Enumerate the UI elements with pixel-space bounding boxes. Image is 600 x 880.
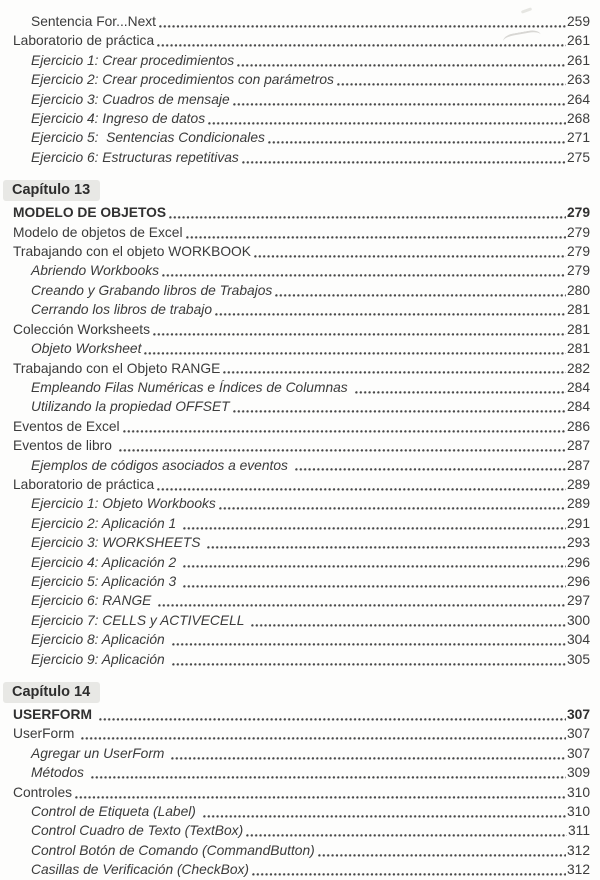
- toc-entry: [0, 475, 590, 494]
- toc-entry: [0, 763, 590, 782]
- toc-entry-page: 287: [566, 438, 590, 454]
- dot-leader: [249, 860, 567, 879]
- toc-entry: [0, 378, 590, 397]
- toc-entry-title: Control de Etiqueta (Label): [31, 804, 200, 820]
- dot-leader: [168, 744, 567, 763]
- toc-entry-page: 293: [566, 535, 590, 551]
- toc-entry-page: 286: [566, 418, 590, 434]
- dot-leader: [205, 109, 567, 128]
- toc-entry-page: 281: [566, 321, 590, 337]
- toc-entry-title: Sentencia For...Next: [31, 14, 157, 29]
- chapter-heading: [3, 180, 590, 201]
- toc-entry: [0, 783, 590, 802]
- dot-leader: [88, 763, 567, 782]
- toc-entry: [0, 572, 590, 591]
- toc-entry: [0, 802, 590, 821]
- toc-entry-page: 271: [566, 130, 590, 146]
- toc-entry: [0, 533, 590, 552]
- toc-entry-page: 312: [566, 862, 590, 878]
- toc-entry-page: 279: [566, 224, 590, 240]
- toc-entry: [0, 841, 590, 860]
- toc-entry-title: Ejercicio 5: Sentencias Condicionales: [31, 130, 265, 146]
- dot-leader: [159, 261, 567, 280]
- toc-entry: [0, 242, 590, 261]
- toc-entry-title: Objeto Worksheet: [31, 341, 142, 357]
- toc-entry-title: MODELO DE OBJETOS: [13, 205, 167, 221]
- toc-entry-page: 275: [566, 149, 590, 165]
- toc-entry-title: Ejercicio 5: Aplicación 3: [31, 573, 181, 589]
- toc-entry-page: 307: [566, 726, 590, 742]
- toc-entry: [0, 109, 590, 128]
- toc-entry-page: 297: [566, 593, 590, 609]
- toc-entry: [0, 12, 590, 31]
- toc-entry-title: Eventos de libro: [13, 438, 116, 454]
- toc-entry-title: Controles: [13, 784, 73, 800]
- toc-entry-page: 259: [566, 14, 590, 29]
- toc-entry-title: Ejercicio 4: Aplicación 2: [31, 554, 181, 570]
- dot-leader: [230, 397, 567, 416]
- dot-leader: [141, 339, 567, 358]
- toc-entry-page: 311: [568, 823, 590, 839]
- toc-entry-page: 296: [566, 573, 590, 589]
- toc-entry-title: Modelo de objetos de Excel: [13, 224, 183, 240]
- toc-entry-title: Métodos: [31, 765, 88, 781]
- toc-entry-title: Trabajando con el objeto WORKBOOK: [13, 244, 251, 260]
- toc-entry: [0, 821, 590, 840]
- toc-entry-page: 287: [566, 457, 590, 473]
- dot-leader: [166, 203, 567, 222]
- toc-entry-title: Ejercicio 6: Estructuras repetitivas: [31, 149, 239, 165]
- dot-leader: [154, 475, 567, 494]
- toc-entry-title: Ejercicio 3: WORKSHEETS: [31, 535, 205, 551]
- dot-leader: [212, 300, 567, 319]
- toc-entry-page: 279: [566, 263, 590, 279]
- dot-leader: [292, 456, 567, 475]
- toc-entry-title: Utilizando la propiedad OFFSET: [31, 399, 230, 415]
- toc-entry-title: Control Botón de Comando (CommandButton): [31, 842, 315, 858]
- toc-entry-page: 289: [566, 476, 590, 492]
- toc-entry-title: Eventos de Excel: [13, 418, 120, 434]
- toc-entry-page: 280: [566, 282, 590, 298]
- toc-entry-page: 284: [566, 379, 590, 395]
- toc-entry-title: Casillas de Verificación (CheckBox): [31, 862, 250, 878]
- toc-entry-page: 312: [566, 842, 590, 858]
- toc-entry-title: Ejercicio 6: RANGE: [31, 593, 156, 609]
- toc-entry-page: 279: [566, 205, 590, 221]
- toc-entry: [0, 70, 590, 89]
- toc-entry-page: 296: [566, 554, 590, 570]
- toc-entry-title: Trabajando con el Objeto RANGE: [13, 360, 221, 376]
- toc-entry-page: 268: [566, 111, 590, 127]
- dot-leader: [230, 90, 567, 109]
- toc-entry: [0, 223, 590, 242]
- toc-entry: [0, 630, 590, 649]
- toc-entry-title: Ejercicio 7: CELLS y ACTIVECELL: [31, 612, 249, 628]
- dot-leader: [220, 359, 567, 378]
- toc-entry-page: 282: [566, 360, 590, 376]
- dot-leader: [169, 650, 567, 669]
- toc-entry-title: Ejemplos de códigos asociados a eventos: [31, 457, 292, 473]
- toc-entry: [0, 51, 590, 70]
- toc-entry-page: 309: [566, 765, 590, 781]
- toc-entry-title: Ejercicio 1: Objeto Workbooks: [31, 496, 216, 512]
- toc-entry: [0, 514, 590, 533]
- toc: [0, 12, 590, 880]
- dot-leader: [183, 223, 567, 242]
- dot-leader: [169, 630, 567, 649]
- chapter-badge: Capítulo 13: [3, 180, 100, 201]
- toc-entry-title: Laboratorio de práctica: [13, 476, 155, 492]
- dot-leader: [180, 514, 567, 533]
- toc-entry: [0, 203, 590, 222]
- toc-entry: [0, 359, 590, 378]
- toc-entry-page: 291: [566, 515, 590, 531]
- dot-leader: [334, 70, 567, 89]
- dot-leader: [216, 494, 567, 513]
- toc-entry: [0, 456, 590, 475]
- toc-entry-page: 289: [566, 496, 590, 512]
- toc-entry: [0, 494, 590, 513]
- dot-leader: [154, 31, 567, 50]
- toc-entry-title: Control Cuadro de Texto (TextBox): [31, 823, 244, 839]
- toc-entry-title: Colección Worksheets: [13, 321, 151, 337]
- dot-leader: [234, 51, 567, 70]
- toc-entry: [0, 339, 590, 358]
- toc-entry: [0, 744, 590, 763]
- toc-entry: [0, 397, 590, 416]
- toc-entry: [0, 650, 590, 669]
- toc-entry-page: 261: [566, 33, 590, 49]
- toc-entry: [0, 90, 590, 109]
- chapter-heading: [3, 682, 590, 703]
- toc-entry: [0, 281, 590, 300]
- toc-entry-page: 310: [566, 784, 590, 800]
- toc-entry-page: 307: [566, 745, 590, 761]
- toc-entry-page: 279: [566, 244, 590, 260]
- toc-entry-page: 307: [566, 707, 590, 722]
- toc-entry: [0, 417, 590, 436]
- toc-entry-title: Ejercicio 1: Crear procedimientos: [31, 52, 235, 68]
- toc-entry-title: Laboratorio de práctica: [13, 33, 155, 49]
- dot-leader: [156, 12, 567, 31]
- toc-entry-page: 310: [566, 804, 590, 820]
- dot-leader: [243, 821, 568, 840]
- toc-entry: [0, 591, 590, 610]
- toc-entry-title: Agregar un UserForm: [31, 745, 169, 761]
- toc-entry-title: Ejercicio 3: Cuadros de mensaje: [31, 91, 230, 107]
- toc-entry-page: 300: [566, 612, 590, 628]
- dot-leader: [352, 378, 567, 397]
- toc-entry-title: Ejercicio 2: Crear procedimientos con parámetros: [31, 72, 334, 88]
- toc-entry-page: 281: [566, 302, 590, 318]
- dot-leader: [180, 553, 567, 572]
- dot-leader: [315, 841, 567, 860]
- dot-leader: [272, 281, 567, 300]
- toc-entry: [0, 300, 590, 319]
- toc-entry-title: Ejercicio 8: Aplicación: [31, 632, 169, 648]
- toc-entry-title: Empleando Filas Numéricas e Índices de Columnas: [31, 379, 352, 395]
- dot-leader: [251, 242, 567, 261]
- toc-entry: [0, 128, 590, 147]
- toc-entry: [0, 436, 590, 455]
- toc-entry: [0, 553, 590, 572]
- toc-entry-title: Cerrando los libros de trabajo: [31, 302, 212, 318]
- dot-leader: [155, 591, 567, 610]
- dot-leader: [204, 533, 567, 552]
- toc-entry-title: USERFORM: [13, 707, 96, 722]
- toc-entry: [0, 860, 590, 879]
- toc-entry-page: 261: [566, 52, 590, 68]
- toc-entry: [0, 724, 590, 743]
- dot-leader: [120, 417, 567, 436]
- toc-entry-title: UserForm: [13, 726, 79, 742]
- toc-entry: [0, 148, 590, 167]
- toc-entry-page: 284: [566, 399, 590, 415]
- toc-entry: [0, 705, 590, 724]
- dot-leader: [96, 705, 567, 724]
- toc-entry-title: Creando y Grabando libros de Trabajos: [31, 282, 273, 298]
- chapter-badge: Capítulo 14: [3, 682, 100, 703]
- dot-leader: [248, 611, 567, 630]
- toc-entry-title: Ejercicio 2: Aplicación 1: [31, 515, 181, 531]
- dot-leader: [239, 148, 567, 167]
- dot-leader: [150, 320, 567, 339]
- dot-leader: [78, 724, 567, 743]
- toc-entry: [0, 320, 590, 339]
- toc-entry-title: Ejercicio 4: Ingreso de datos: [31, 111, 206, 127]
- toc-entry-page: 304: [566, 632, 590, 648]
- toc-entry: [0, 611, 590, 630]
- dot-leader: [265, 128, 567, 147]
- toc-entry: [0, 31, 590, 50]
- dot-leader: [180, 572, 567, 591]
- toc-entry-title: Ejercicio 9: Aplicación: [31, 651, 169, 667]
- toc-entry-page: 281: [566, 341, 590, 357]
- toc-entry-page: 264: [566, 91, 590, 107]
- dot-leader: [72, 783, 567, 802]
- toc-entry: [0, 261, 590, 280]
- toc-entry-page: 305: [566, 651, 590, 667]
- dot-leader: [116, 436, 567, 455]
- dot-leader: [200, 802, 567, 821]
- toc-entry-page: 263: [566, 72, 590, 88]
- toc-entry-title: Abriendo Workbooks: [31, 263, 160, 279]
